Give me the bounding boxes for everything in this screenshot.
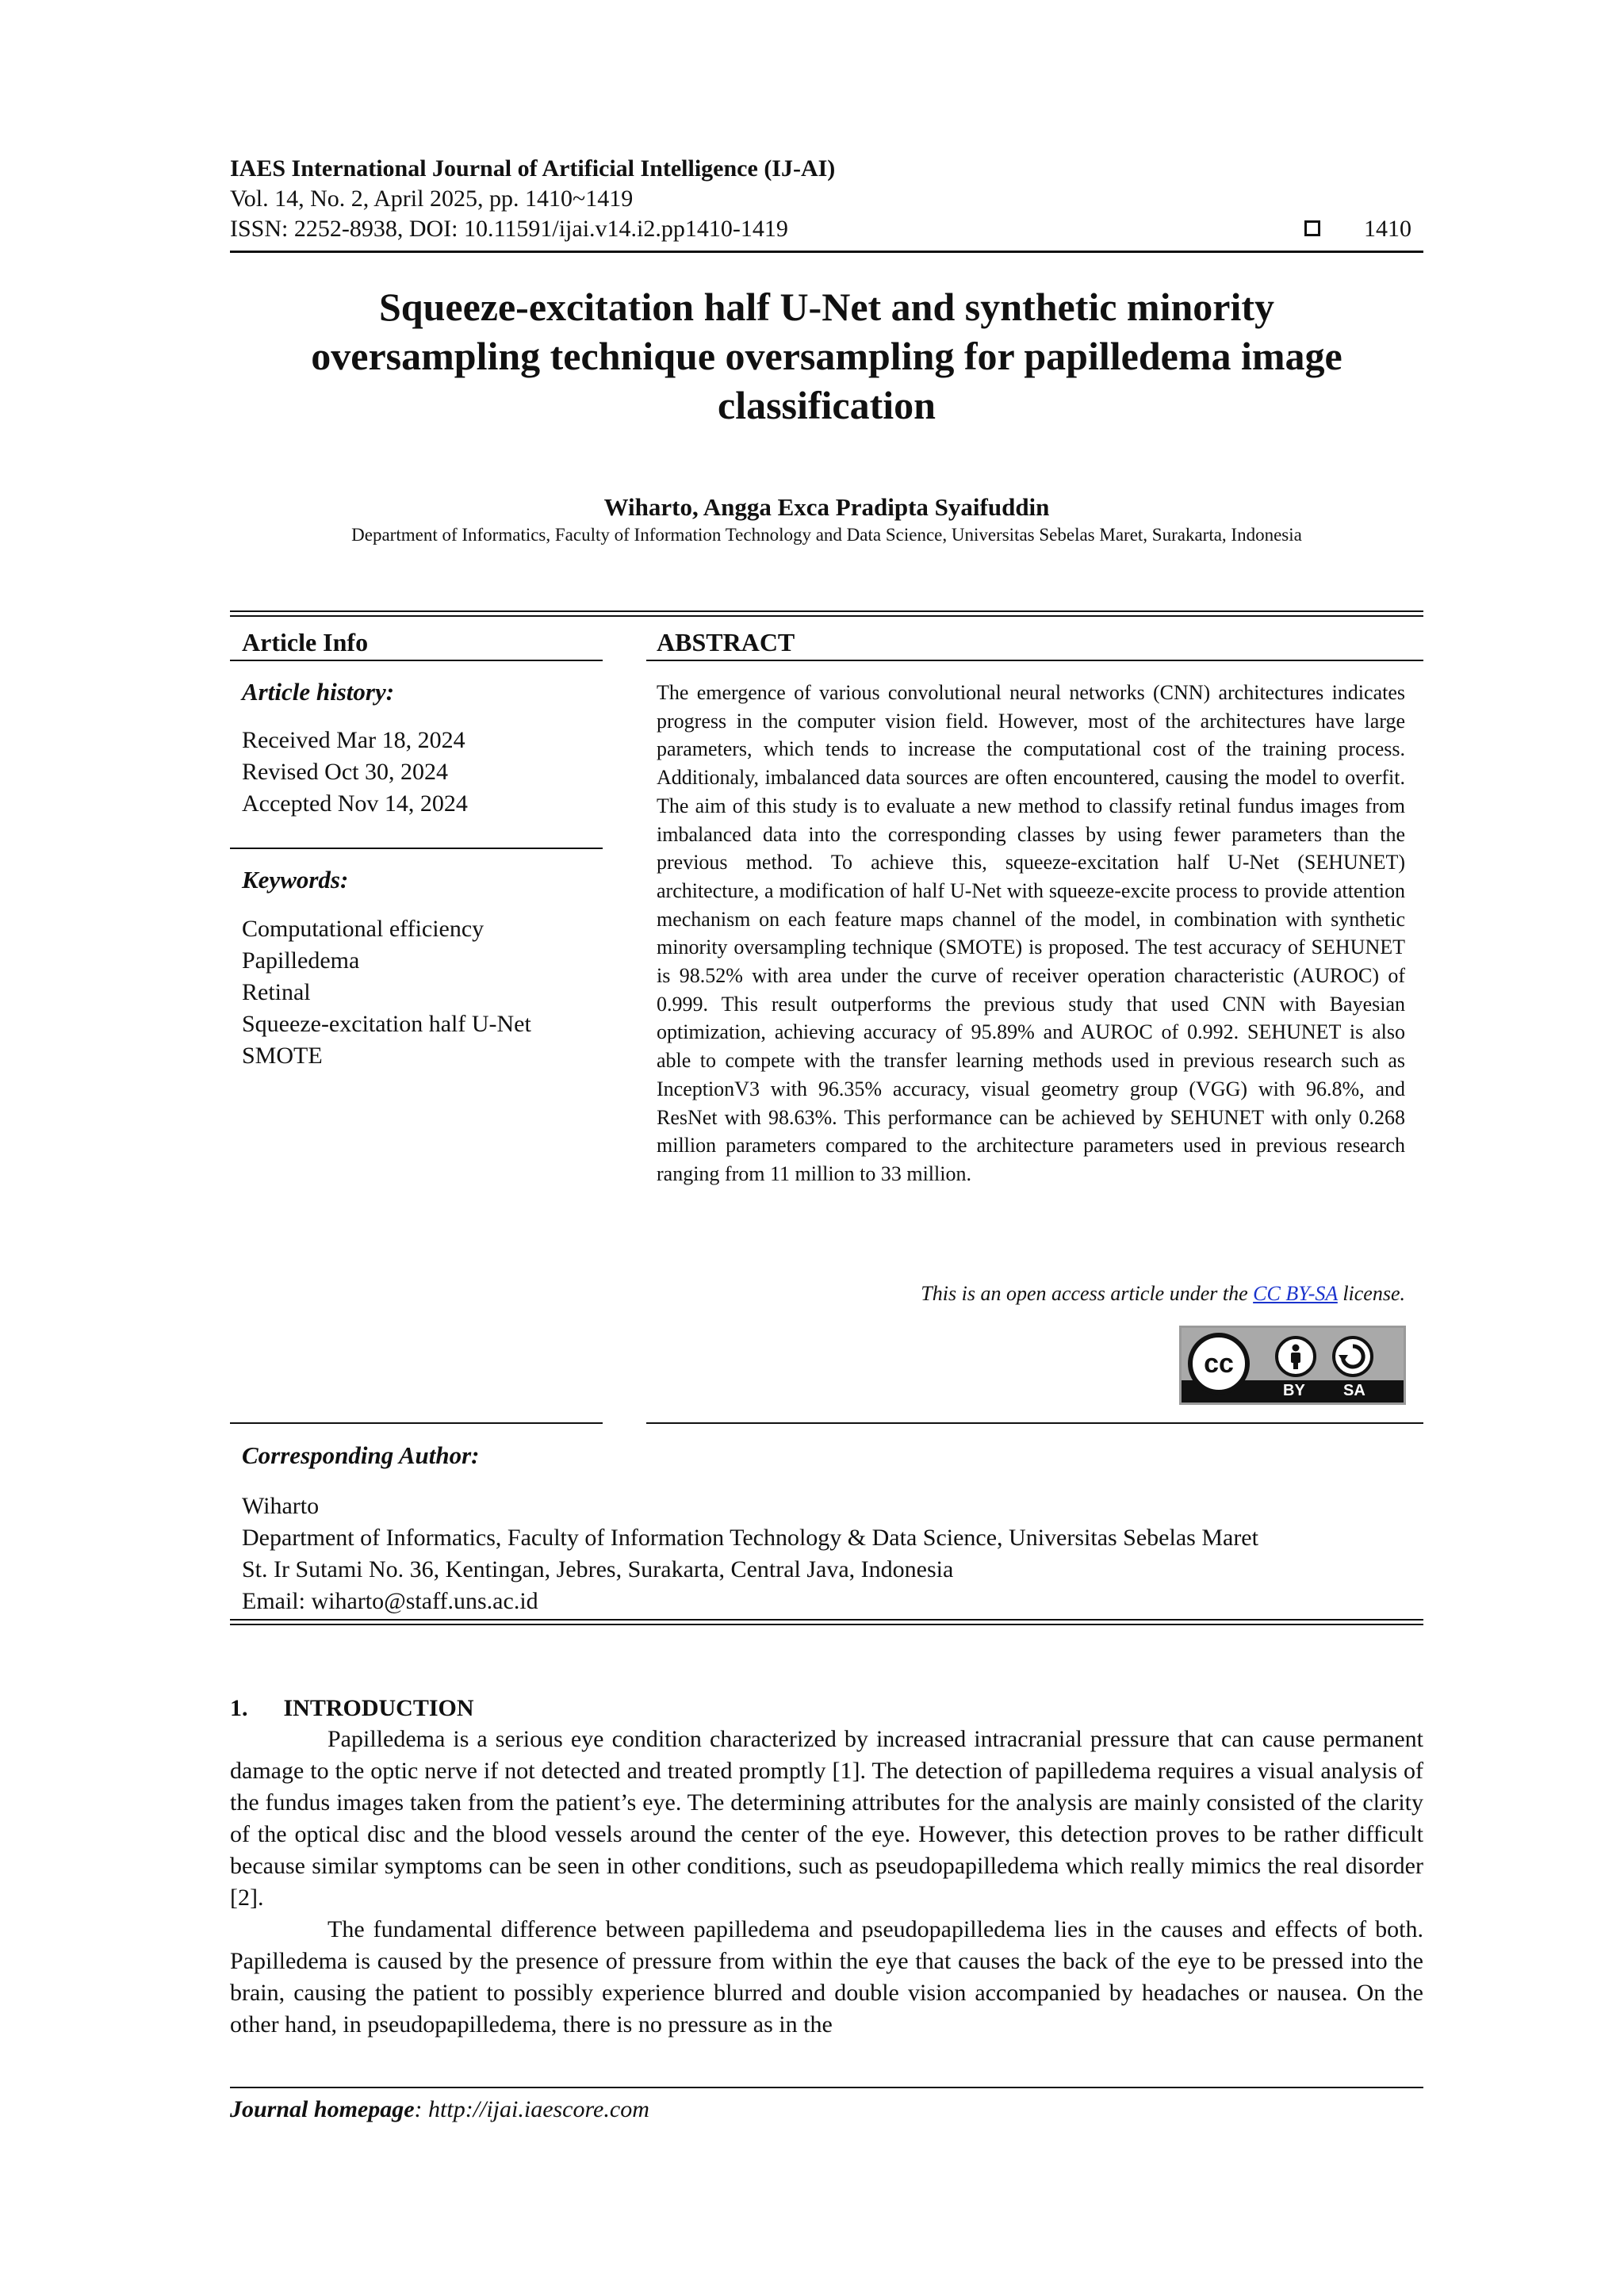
keyword: Retinal <box>242 979 311 1005</box>
header-rule <box>230 251 1423 253</box>
keyword: SMOTE <box>242 1043 323 1069</box>
abstract-bottom-rule <box>646 1422 1423 1424</box>
license-suffix: license. <box>1337 1282 1405 1305</box>
by-label: BY <box>1283 1382 1305 1399</box>
introduction-paragraph: The fundamental difference between papilledema and pseudopapilledema lies in the causes and effects of both. Papilledema is caused by the presence of pressure from within the eye that causes the back of the eye to be pressed into the brain, causing the patient to possibly experience blurred and double vision accompanied by headaches or nausea. On the other hand, in pseudopapilledema, there is no pressure as in the <box>230 1916 1423 2038</box>
cc-icon: cc <box>1188 1333 1250 1395</box>
attribution-icon <box>1275 1336 1316 1377</box>
abstract-heading: ABSTRACT <box>657 628 795 656</box>
abstract-text: The emergence of various convolutional neural networks (CNN) architectures indicates progress in the computer vision field. However, most of the architectures have large parameters, which tends to increase the computational cost of the training process. Additionaly, imbalanced data sources are often encountered, causing the model to overfit. The aim of this study is to evaluate a new method to classify retinal fundus images from imbalanced data into the corresponding classes by using fewer parameters than the previous method. To achieve this, squeeze-excitation half U-Net (SEHUNET) architecture, a modification of half U-Net with squeeze-excite process to provide attention mechanism on each feature maps channel of the model, in combination with synthetic minority oversampling technique (SMOTE) is proposed. The test accuracy of SEHUNET is 98.52% with area under the curve of receiver operation characteristic (AUROC) of 0.999. This result outperforms the previous study that used CNN with Bayesian optimization, achieving accuracy of 95.89% and AUROC of 0.992. SEHUNET is also able to compete with the transfer learning methods used in previous research such as InceptionV3 with 96.35% accuracy, visual geometry group (VGG) with 96.8%, and ResNet with 98.63%. This performance can be achieved by SEHUNET with only 0.268 million parameters compared to the architecture parameters used in previous research ranging from 11 million to 33 million. <box>657 681 1405 1185</box>
license-prefix: This is an open access article under the <box>921 1282 1254 1305</box>
license-link[interactable]: CC BY-SA <box>1253 1282 1338 1305</box>
paper-title <box>230 282 1423 430</box>
accepted-date: Accepted Nov 14, 2024 <box>242 790 468 817</box>
affiliation: Department of Informatics, Faculty of Information Technology and Data Science, Universitas Sebelas Maret, Surakarta, Indonesia <box>351 525 1302 545</box>
history-rule <box>230 848 603 849</box>
keyword: Squeeze-excitation half U-Net <box>242 1011 531 1037</box>
authors: Wiharto, Angga Exca Pradipta Syaifuddin <box>603 493 1050 521</box>
corresponding-bottom-rule <box>230 1619 1423 1621</box>
info-top-rule <box>230 610 1423 612</box>
revised-date: Revised Oct 30, 2024 <box>242 759 448 785</box>
title-line: oversampling technique oversampling for papilledema image <box>311 334 1342 378</box>
homepage-url[interactable]: : http://ijai.iaescore.com <box>414 2096 649 2122</box>
page-number: 1410 <box>1364 216 1411 242</box>
corresponding-heading: Corresponding Author: <box>242 1441 480 1469</box>
info-bottom-rule <box>230 1422 603 1424</box>
article-info-heading: Article Info <box>242 628 369 656</box>
history-heading: Article history: <box>242 678 395 706</box>
title-line: classification <box>718 383 936 427</box>
journal-homepage <box>230 2096 649 2123</box>
info-top-rule <box>230 615 1423 617</box>
license-statement <box>657 1282 1405 1306</box>
footer-rule <box>230 2087 1423 2088</box>
homepage-label: Journal homepage <box>230 2096 415 2122</box>
journal-issn-doi: ISSN: 2252-8938, DOI: 10.11591/ijai.v14.i2.pp1410-1419 <box>230 216 788 242</box>
introduction-paragraph: Papilledema is a serious eye condition characterized by increased intracranial pressure that can cause permanent damage to the optic nerve if not detected and treated promptly [1]. The detection of papilledema requires a visual analysis of the fundus images taken from the patient’s eye. The determining attributes for the analysis are mainly consisted of the clarity of the optical disc and the blood vessels around the center of the eye. However, this detection proves to be rather difficult because similar symptoms can be seen in other conditions, such as pseudopapilledema which really mimics the real disorder [2]. <box>230 1726 1423 1911</box>
author-email: Email: wiharto@staff.uns.ac.id <box>242 1588 538 1614</box>
received-date: Received Mar 18, 2024 <box>242 727 465 753</box>
share-alike-icon <box>1332 1336 1373 1377</box>
checkbox-icon <box>1304 220 1320 236</box>
journal-title: IAES International Journal of Artificial Intelligence (IJ-AI) <box>230 155 836 182</box>
sa-label: SA <box>1343 1382 1365 1399</box>
article-info-rule <box>230 660 603 661</box>
article-history <box>242 725 468 820</box>
author-department: Department of Informatics, Faculty of Information Technology & Data Science, Universitas Sebelas Maret <box>242 1525 1258 1551</box>
keywords-list <box>242 913 531 1072</box>
abstract-rule <box>646 660 1423 661</box>
title-line: Squeeze-excitation half U-Net and synthetic minority <box>378 285 1275 329</box>
author-address: St. Ir Sutami No. 36, Kentingan, Jebres, Surakarta, Central Java, Indonesia <box>242 1556 954 1582</box>
introduction-heading: 1. INTRODUCTION <box>230 1695 474 1721</box>
corresponding-bottom-rule <box>230 1624 1423 1625</box>
keywords-heading: Keywords: <box>242 866 349 894</box>
keyword: Papilledema <box>242 947 360 974</box>
journal-volume: Vol. 14, No. 2, April 2025, pp. 1410~1419 <box>230 186 634 212</box>
cc-by-sa-badge[interactable] <box>1179 1326 1406 1405</box>
keyword: Computational efficiency <box>242 916 485 942</box>
corresponding-details <box>242 1490 1258 1617</box>
author-name: Wiharto <box>242 1493 320 1519</box>
